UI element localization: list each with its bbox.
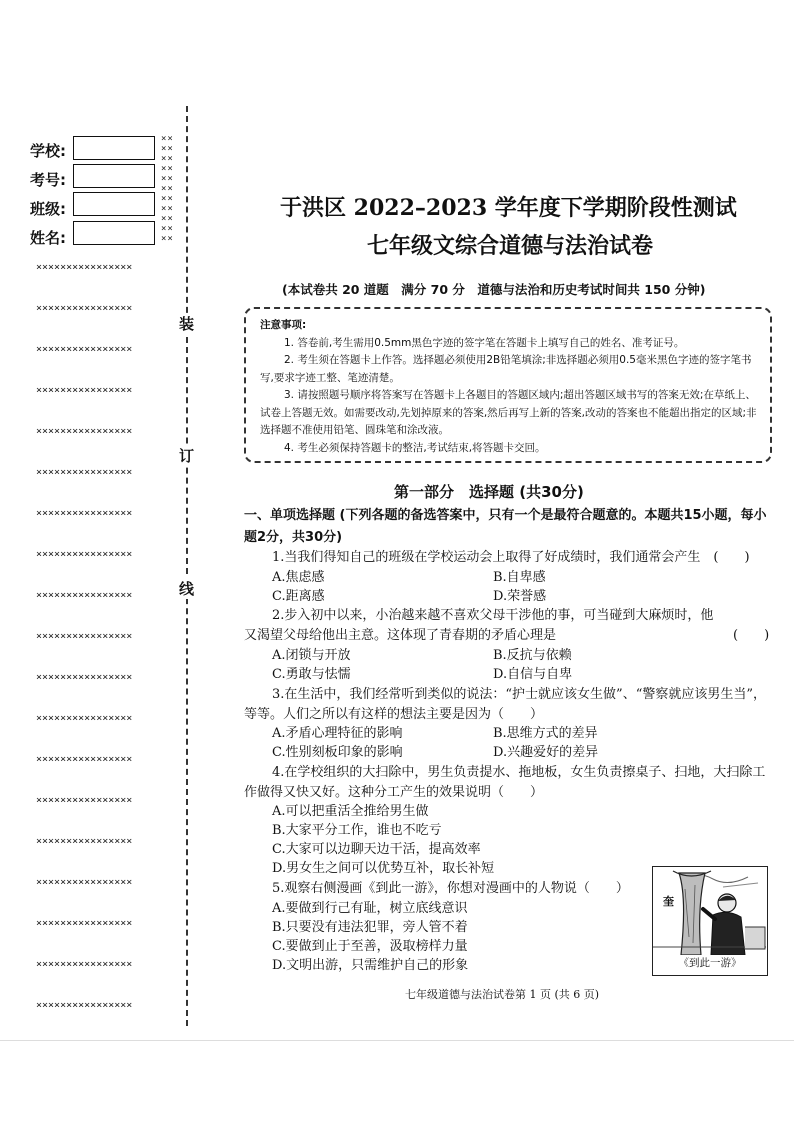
comic-tree-text: 奎 xyxy=(663,895,674,908)
q1-option-b: B.自卑感 xyxy=(493,570,546,585)
comic-image xyxy=(652,866,768,976)
comic-caption: 《到此一游》 xyxy=(678,957,742,969)
question-3-stem: 3.在生活中，我们经常听到类似的说法：“护士就应该女生做”、“警察就应该男生当”，等等。人们之所以有这样的想法主要是因为（ ） xyxy=(244,687,766,722)
x-row: ×××××××××××××××× xyxy=(36,918,133,929)
x-mark: ×× xyxy=(161,154,174,164)
q2-option-b: B.反抗与依赖 xyxy=(493,648,572,663)
cut-char-xian: 线 xyxy=(179,580,195,598)
x-row: ×××××××××××××××× xyxy=(36,877,133,888)
q3-option-b: B.思维方式的差异 xyxy=(493,726,598,741)
cut-char-zhuang: 装 xyxy=(179,315,195,333)
x-mark: ×× xyxy=(161,194,174,204)
x-row: ×××××××××××××××× xyxy=(36,426,133,437)
school-field[interactable] xyxy=(73,136,155,160)
notice-item-3: 3. 请按照题号顺序将答案写在答题卡上各题目的答题区域内;超出答题区域书写的答案无效;在草纸上、试卷上答题无效。如需要改动,先划掉原来的答案,然后再写上新的答案,改动的答案也不能超出指定的区域;非选择题不准使用铅笔、圆珠笔和涂改液。 xyxy=(260,389,757,436)
q3-option-c: C.性别刻板印象的影响 xyxy=(272,745,403,760)
notice-item-2: 2. 考生须在答题卡上作答。选择题必须使用2B铅笔填涂;非选择题必须用0.5毫米黑色字迹的签字笔书写,要求字迹工整、笔迹清楚。 xyxy=(260,354,752,384)
q2-option-d: D.自信与自卑 xyxy=(493,667,573,682)
x-column xyxy=(161,134,174,244)
notice-box xyxy=(244,307,772,463)
notice-item-1: 1. 答卷前,考生需用0.5mm黑色字迹的签字笔在答题卡上填写自己的姓名、准考证号。 xyxy=(284,336,685,349)
question-4-stem: 4.在学校组织的大扫除中，男生负责提水、拖地板，女生负责擦桌子、扫地，大扫除工作做得又快又好。这种分工产生的效果说明（ ） xyxy=(244,765,766,800)
x-row: ×××××××××××××××× xyxy=(36,959,133,970)
q4-option-b: B.大家平分工作，谁也不吃亏 xyxy=(272,823,442,838)
x-row: ×××××××××××××××× xyxy=(36,590,133,601)
question-5-stem: 5.观察右侧漫画《到此一游》，你想对漫画中的人物说（ ） xyxy=(272,881,629,896)
x-mark: ×× xyxy=(161,214,174,224)
x-row: ×××××××××××××××× xyxy=(36,549,133,560)
x-mark: ×× xyxy=(161,134,174,144)
x-row: ×××××××××××××××× xyxy=(36,344,133,355)
q4-option-d: D.男女生之间可以优势互补，取长补短 xyxy=(272,861,495,876)
class-field[interactable] xyxy=(73,192,155,216)
x-mark: ×× xyxy=(161,204,174,214)
class-label: 班级: xyxy=(30,200,66,218)
x-row: ×××××××××××××××× xyxy=(36,836,133,847)
q3-option-a: A.矛盾心理特征的影响 xyxy=(272,726,403,741)
page-bottom-divider xyxy=(0,1040,794,1041)
binding-cut-line xyxy=(186,106,188,1026)
page-footer: 七年级道德与法治试卷第 1 页 (共 6 页) xyxy=(405,988,600,1001)
name-label: 姓名: xyxy=(30,229,66,247)
q1-option-c: C.距离感 xyxy=(272,589,325,604)
school-label: 学校: xyxy=(30,142,66,160)
x-row: ×××××××××××××××× xyxy=(36,631,133,642)
q1-option-d: D.荣誉感 xyxy=(493,589,547,604)
x-row: ×××××××××××××××× xyxy=(36,713,133,724)
cut-char-ding: 订 xyxy=(179,447,195,465)
x-row: ×××××××××××××××× xyxy=(36,262,133,273)
q2-answer-blank: ( ) xyxy=(733,628,770,643)
x-mark: ×× xyxy=(161,144,174,154)
q2-option-a: A.闭锁与开放 xyxy=(272,648,351,663)
x-mark: ×× xyxy=(161,164,174,174)
q2-option-c: C.勇敢与怯懦 xyxy=(272,667,351,682)
question-2-stem: 2.步入初中以来，小治越来越不喜欢父母干涉他的事，可当碰到大麻烦时，他又渴望父母给他出主意。这体现了青春期的矛盾心理是 xyxy=(244,608,714,643)
section-title: 第一部分 选择题 (共30分) xyxy=(394,483,584,501)
x-mark: ×× xyxy=(161,184,174,194)
q1-option-a: A.焦虑感 xyxy=(272,570,325,585)
x-row: ×××××××××××××××× xyxy=(36,754,133,765)
x-row: ×××××××××××××××× xyxy=(36,508,133,519)
x-row: ×××××××××××××××× xyxy=(36,1000,133,1011)
x-row: ×××××××××××××××× xyxy=(36,467,133,478)
section-instruction: 一、单项选择题 (下列各题的备选答案中，只有一个是最符合题意的。本题共15小题，每小题2分，共30分) xyxy=(244,508,767,545)
x-mark: ×× xyxy=(161,234,174,244)
notice-heading: 注意事项: xyxy=(260,319,307,331)
exam-number-label: 考号: xyxy=(30,171,66,189)
q4-option-c: C.大家可以边聊天边干活，提高效率 xyxy=(272,842,481,857)
q5-option-d: D.文明出游，只需维护自己的形象 xyxy=(272,958,469,973)
exam-subtitle: (本试卷共 20 道题 满分 70 分 道德与法治和历史考试时间共 150 分钟) xyxy=(282,282,706,297)
x-row: ×××××××××××××××× xyxy=(36,303,133,314)
x-row: ×××××××××××××××× xyxy=(36,795,133,806)
comic-illustration xyxy=(653,867,766,955)
q4-option-a: A.可以把重活全推给男生做 xyxy=(272,804,429,819)
q5-option-c: C.要做到止于至善，汲取榜样力量 xyxy=(272,939,468,954)
q3-option-d: D.兴趣爱好的差异 xyxy=(493,745,599,760)
x-row: ×××××××××××××××× xyxy=(36,385,133,396)
exam-title-line2: 七年级文综合道德与法治试卷 xyxy=(367,233,654,259)
notice-item-4: 4. 考生必须保持答题卡的整洁,考试结束,将答题卡交回。 xyxy=(284,441,546,454)
question-1-stem: 1.当我们得知自己的班级在学校运动会上取得了好成绩时，我们通常会产生 ( ) xyxy=(272,550,750,565)
q5-option-a: A.要做到行己有耻，树立底线意识 xyxy=(272,901,468,916)
q5-option-b: B.只要没有违法犯罪，旁人管不着 xyxy=(272,920,468,935)
x-row: ×××××××××××××××× xyxy=(36,672,133,683)
name-field[interactable] xyxy=(73,221,155,245)
exam-number-field[interactable] xyxy=(73,164,155,188)
x-mark: ×× xyxy=(161,224,174,234)
exam-title-line1: 于洪区 2022–2023 学年度下学期阶段性测试 xyxy=(280,195,737,221)
x-mark: ×× xyxy=(161,174,174,184)
